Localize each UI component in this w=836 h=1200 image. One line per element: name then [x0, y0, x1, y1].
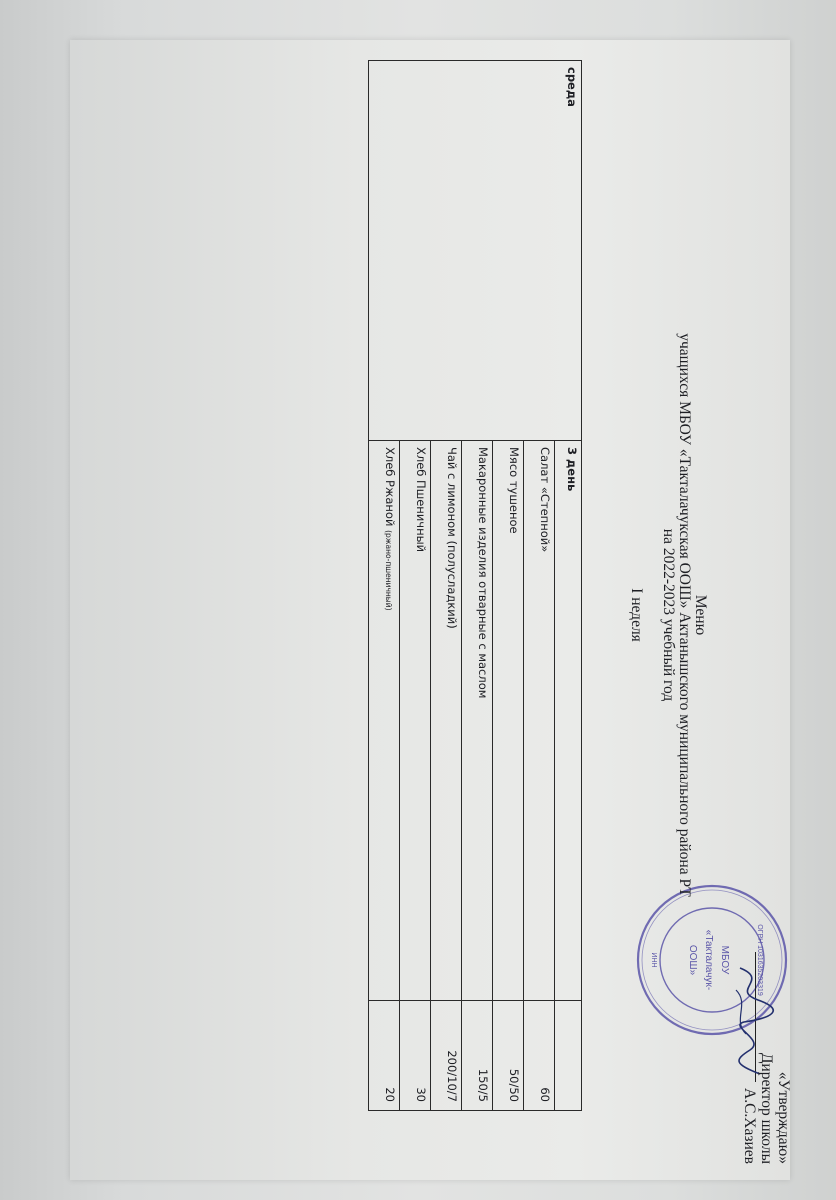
day-cell: среда — [369, 61, 582, 441]
approval-position: Директор школы — [758, 1052, 775, 1164]
approval-name: А.С.Хазиев — [741, 1088, 758, 1164]
dish-name: Хлеб Пшеничный — [400, 441, 431, 1001]
document-header — [628, 60, 708, 1170]
dish-name-cell — [369, 441, 400, 1001]
dish-weight: 30 — [400, 1001, 431, 1111]
dish-weight: 150/5 — [462, 1001, 493, 1111]
document-subtitle: учащихся МБОУ «Такталачукская ООШ» Актанышского муниципального района РТ — [676, 333, 693, 897]
approval-label: «Утверждаю» — [775, 1071, 792, 1164]
dish-weight: 200/10/7 — [431, 1001, 462, 1111]
stamp-ogrn: ОГРН 1031635203319 — [756, 924, 763, 996]
menu-table — [368, 60, 582, 1111]
stamp-center-line2: «Такталачук- — [703, 929, 714, 991]
stamp-center-line3: ООШ» — [687, 944, 698, 976]
dish-name: Чай с лимоном (полусладкий) — [431, 441, 462, 1001]
dish-weight: 20 — [369, 1001, 400, 1111]
stamp-center-line1: МБОУ — [719, 945, 730, 975]
dish-name: Макаронные изделия отварные с маслом — [462, 441, 493, 1001]
dish-weight: 50/50 — [493, 1001, 524, 1111]
week-label: I неделя — [628, 588, 645, 642]
approval-block — [741, 884, 792, 1164]
header-weight-cell — [555, 1001, 582, 1111]
stamp-inn: ИНН — [650, 952, 657, 968]
menu-document — [314, 60, 794, 1170]
document-title: Меню — [692, 594, 709, 636]
day-number-header: 3 день — [555, 441, 582, 1001]
table-row — [555, 61, 582, 1111]
dish-weight: 60 — [524, 1001, 555, 1111]
academic-year: на 2022-2023 учебный год — [660, 528, 677, 702]
dish-name: Мясо тушеное — [493, 441, 524, 1001]
dish-name: Салат «Степной» — [524, 441, 555, 1001]
dish-note: (ржано-пшеничный) — [384, 530, 393, 611]
dish-name: Хлеб Ржаной — [383, 447, 397, 527]
